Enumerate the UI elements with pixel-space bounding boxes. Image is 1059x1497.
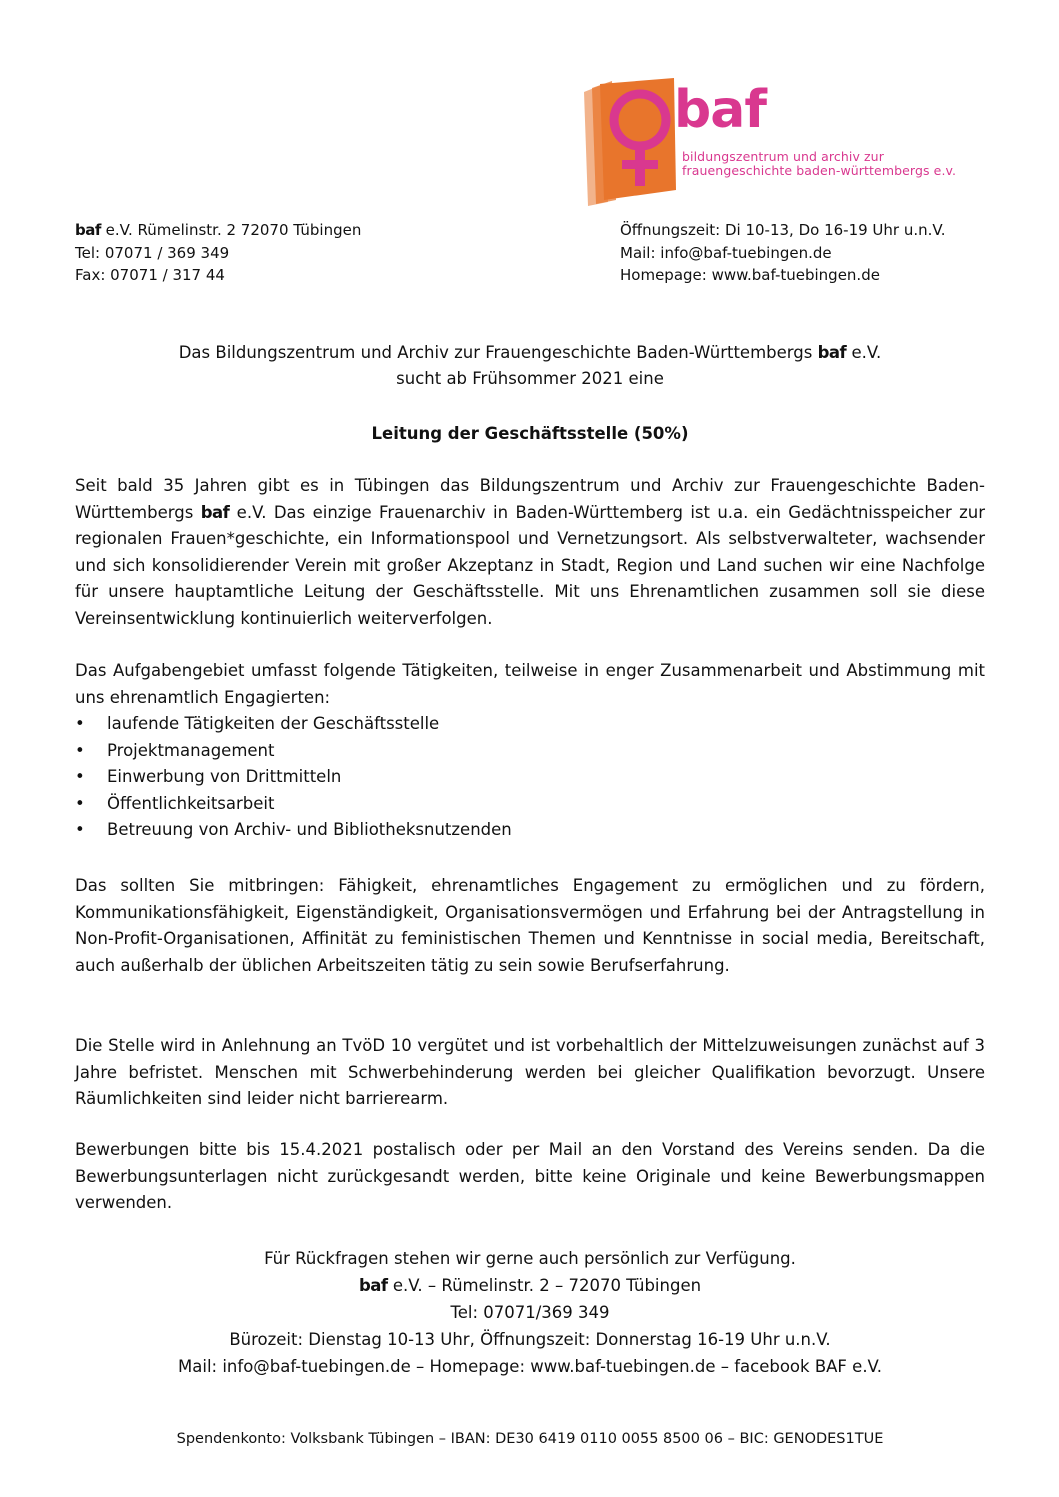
baf-mark: baf — [200, 502, 230, 522]
paragraph-tasks-intro: Das Aufgabengebiet umfasst folgende Tätigkeiten, teilweise in enger Zusammenarbeit und Abstimmung mit uns ehrenamtlich Engagierten: — [75, 661, 985, 707]
address-street: e.V. Rümelinstr. 2 72070 Tübingen — [105, 221, 362, 239]
task-list — [75, 711, 975, 844]
job-title: Leitung der Geschäftsstelle (50%) — [371, 424, 689, 443]
paragraph-about — [75, 473, 985, 632]
address-line — [75, 219, 361, 242]
list-item: • laufende Tätigkeiten der Geschäftsstelle — [75, 711, 975, 738]
contact-line3: Tel: 07071/369 349 — [450, 1303, 610, 1322]
list-item: • Projektmanagement — [75, 738, 975, 765]
paragraph-text: e.V. Das einzige Frauenarchiv in Baden-Württemberg ist u.a. ein Gedächtnisspeicher zur regionalen Frauen*geschichte, ein Informationspool und Vernetzungsort. Als selbstverwalteter, wachsender und sich konsolidierender Verein mit großer Akzeptanz in Stadt, Region und Land suchen wir eine Nachfolge für unsere hauptamtliche Leitung der Geschäftsstelle. Mit uns Ehrenamtlichen zusammen soll sie diese Vereinsentwicklung kontinuierlich weiterverfolgen. — [75, 502, 985, 628]
baf-mark: baf — [817, 343, 847, 362]
baf-mark: baf — [75, 221, 101, 239]
logo-tagline-line2: frauengeschichte baden-württembergs e.v. — [682, 163, 957, 178]
baf-logo — [578, 78, 957, 206]
baf-mark: baf — [358, 1276, 388, 1295]
intro-line2: sucht ab Frühsommer 2021 eine — [396, 369, 664, 388]
homepage-line[interactable]: Homepage: www.baf-tuebingen.de — [620, 266, 880, 284]
contact-line2 — [75, 1272, 985, 1299]
intro-line1 — [75, 340, 985, 366]
address-block — [75, 219, 361, 287]
logo-tagline-line1: bildungszentrum und archiv zur — [682, 149, 884, 164]
intro-text: Das Bildungszentrum und Archiv zur Frauengeschichte Baden-Württembergs — [178, 343, 813, 362]
contact-address: e.V. – Rümelinstr. 2 – 72070 Tübingen — [392, 1276, 702, 1295]
footer-bank-details: Spendenkonto: Volksbank Tübingen – IBAN: DE30 6419 0110 0055 8500 06 – BIC: GENODES1TUE — [176, 1431, 884, 1447]
paragraph-application: Bewerbungen bitte bis 15.4.2021 postalisch oder per Mail an den Vorstand des Vereins senden. Da die Bewerbungsunterlagen nicht zurückgesandt werden, bitte keine Originale und keine Bewerbungsmappen verwenden. — [75, 1140, 985, 1212]
hours-block — [620, 219, 946, 287]
logo-tagline — [682, 150, 956, 178]
phone-line: Tel: 07071 / 369 349 — [75, 243, 230, 262]
list-item: • Betreuung von Archiv- und Bibliotheksnutzenden — [75, 817, 975, 844]
paragraph-text: Seit bald 35 Jahren gibt es in Tübingen das Bildungszentrum und Archiv zur Frauengeschichte Baden-Württembergs — [75, 476, 985, 522]
paragraph-requirements: Das sollten Sie mitbringen: Fähigkeit, ehrenamtliches Engagement zu ermöglichen und zu fördern, Kommunikationsfähigkeit, Eigenständigkeit, Organisationsvermögen und Erfahrung bei der Antragstellung in Non-Profit-Organisationen, Affinität zu feministischen Themen und Kenntnisse in social media, Bereitschaft, auch außerhalb der üblichen Arbeitszeiten tätig zu sein sowie Berufserfahrung. — [75, 876, 985, 975]
logo-brand: baf — [674, 80, 766, 140]
contact-line4: Bürozeit: Dienstag 10-13 Uhr, Öffnungszeit: Donnerstag 16-19 Uhr u.n.V. — [229, 1330, 831, 1349]
intro — [75, 340, 985, 392]
list-item: • Einwerbung von Drittmitteln — [75, 764, 975, 791]
opening-hours: Öffnungszeit: Di 10-13, Do 16-19 Uhr u.n.V. — [620, 221, 946, 239]
mail-line[interactable]: Mail: info@baf-tuebingen.de — [620, 243, 832, 262]
paragraph-conditions: Die Stelle wird in Anlehnung an TvöD 10 vergütet und ist vorbehaltlich der Mittelzuweisungen zunächst auf 3 Jahre befristet. Menschen mit Schwerbehinderung werden bei gleicher Qualifikation bevorzugt. Unsere Räumlichkeiten sind leider nicht barrierearm. — [75, 1036, 985, 1108]
intro-ev: e.V. — [851, 343, 882, 362]
fax-line: Fax: 07071 / 317 44 — [75, 266, 225, 284]
contact-line1: Für Rückfragen stehen wir gerne auch persönlich zur Verfügung. — [264, 1249, 796, 1268]
contact-block — [75, 1245, 985, 1380]
contact-line5[interactable]: Mail: info@baf-tuebingen.de – Homepage: www.baf-tuebingen.de – facebook BAF e.V. — [178, 1357, 882, 1376]
list-item: • Öffentlichkeitsarbeit — [75, 791, 975, 818]
